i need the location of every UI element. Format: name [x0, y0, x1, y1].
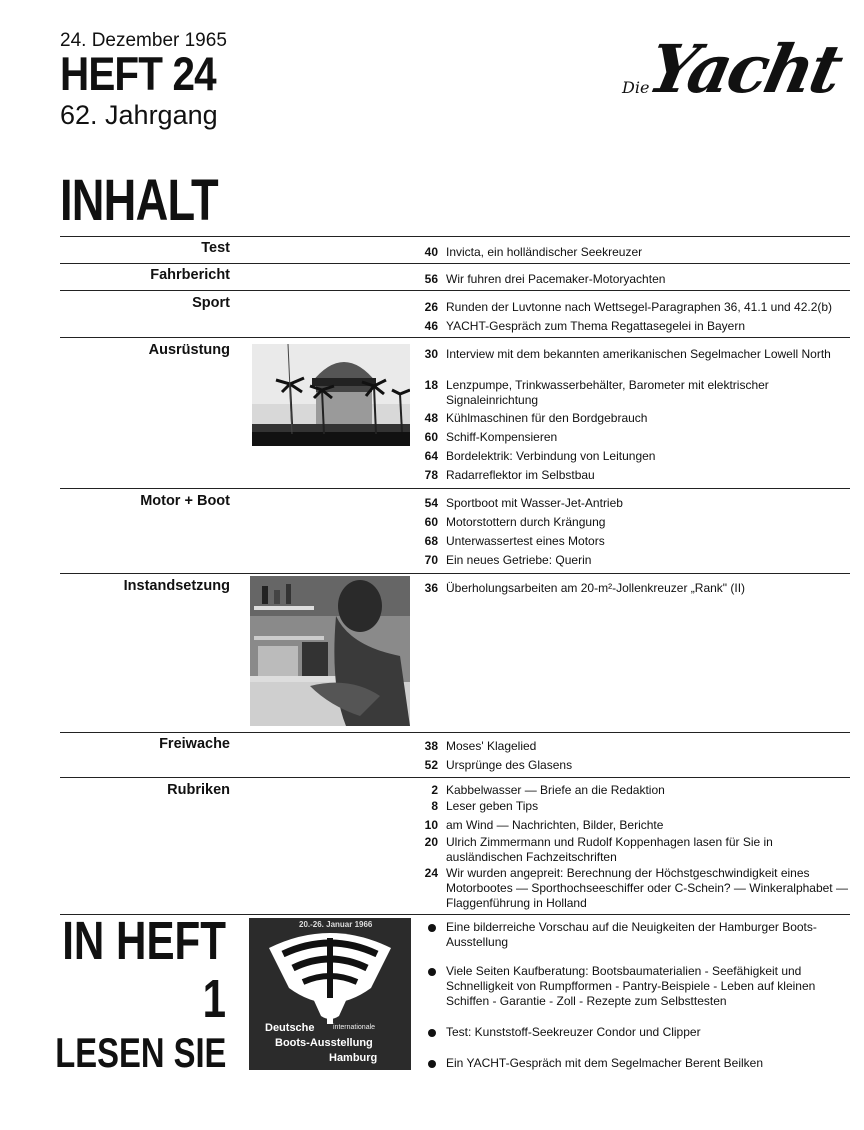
next-issue-heading-1: IN HEFT: [62, 911, 226, 971]
entry-title: Überholungsarbeiten am 20-m²-Jollenkreuzer „Rank" (II): [446, 581, 746, 595]
page-number: 2: [431, 783, 438, 797]
poster-line-a: Deutsche: [265, 1022, 315, 1034]
section-rule: [60, 290, 850, 291]
page-number: 54: [424, 496, 438, 510]
poster-dates: 20.-26. Januar 1966: [299, 920, 373, 929]
category-sport: Sport: [192, 295, 230, 311]
page-number: 18: [424, 378, 438, 392]
bullet-icon: [428, 968, 436, 976]
entry-title: Leser geben Tips: [446, 799, 539, 813]
category-motor-boot: Motor + Boot: [140, 493, 230, 509]
section-rule: [60, 236, 850, 237]
category-fahrbericht: Fahrbericht: [150, 267, 230, 283]
entry-title: Ursprünge des Glasens: [446, 758, 573, 772]
page-number: 8: [431, 799, 438, 813]
entry-title: Wir fuhren drei Pacemaker-Motoryachten: [446, 272, 666, 286]
bullet-icon: [428, 1029, 436, 1037]
photo-observatory: [252, 344, 410, 446]
page-number: 10: [424, 818, 438, 832]
page-number: 60: [424, 430, 438, 444]
entry-title: Sportboot mit Wasser-Jet-Antrieb: [446, 496, 623, 510]
section-rule: [60, 337, 850, 338]
page-number: 52: [424, 758, 438, 772]
issue-number: HEFT 24: [60, 47, 216, 100]
magazine-logo: [622, 30, 854, 120]
section-rule: [60, 263, 850, 264]
photo-workshop: [250, 576, 410, 726]
next-issue-number: 1: [202, 969, 226, 1029]
issue-date: 24. Dezember 1965: [60, 30, 227, 51]
section-rule: [60, 777, 850, 778]
category-freiwache: Freiwache: [159, 736, 230, 752]
entry-title: Ulrich Zimmermann und Rudolf Koppenhagen lasen für Sie in ausländischen Fachzeitschriften: [446, 835, 773, 864]
entry-title: Schiff-Kompensieren: [446, 430, 558, 444]
volume-year: 62. Jahrgang: [60, 100, 218, 130]
poster-line-b: internationale: [333, 1024, 376, 1031]
entry-title: YACHT-Gespräch zum Thema Regattasegelei in Bayern: [446, 319, 746, 333]
page-number: 30: [424, 347, 438, 361]
entry-title: Kabbelwasser — Briefe an die Redaktion: [446, 783, 665, 797]
page-number: 36: [424, 581, 438, 595]
boat-show-poster: [249, 918, 411, 1070]
poster-line-c: Boots-Ausstellung: [275, 1037, 373, 1049]
next-issue-item-text: Eine bilderreiche Vorschau auf die Neuigkeiten der Hamburger Boots-Ausstellung: [446, 920, 817, 949]
entry-title: Invicta, ein holländischer Seekreuzer: [446, 245, 643, 259]
logo-yacht: Yacht: [641, 30, 847, 108]
page-number: 46: [424, 319, 438, 333]
poster-line-d: Hamburg: [329, 1052, 378, 1064]
page-number: 56: [424, 272, 438, 286]
next-issue-heading-2: LESEN SIE: [54, 1029, 226, 1076]
category-ausruestung: Ausrüstung: [148, 342, 230, 358]
entry-title: Radarreflektor im Selbstbau: [446, 468, 595, 482]
page-number: 68: [424, 534, 438, 548]
observatory-photo-image: [252, 344, 410, 446]
next-issue-item-text: Viele Seiten Kaufberatung: Bootsbaumaterialien - Seefähigkeit und Schnelligkeit von Rumpfformen - Pantry-Beispiele - Leben auf kleinen Schiffen - Garantie - Zoll - Rezepte zum Selbsttesten: [446, 964, 816, 1008]
bullet-icon: [428, 1060, 436, 1068]
page-number: 78: [424, 468, 438, 482]
next-issue-item-text: Test: Kunststoff-Seekreuzer Condor und Clipper: [446, 1025, 701, 1039]
entry-title: Unterwassertest eines Motors: [446, 534, 605, 548]
page-number: 38: [424, 739, 438, 753]
section-rule: [60, 488, 850, 489]
page-number: 20: [424, 835, 438, 849]
category-rubriken: Rubriken: [167, 782, 230, 798]
entry-title: Lenzpumpe, Trinkwasserbehälter, Barometer mit elektrischer Signaleinrichtung: [446, 378, 769, 407]
page-number: 48: [424, 411, 438, 425]
entry-title: Bordelektrik: Verbindung von Leitungen: [446, 449, 656, 463]
page-number: 26: [424, 300, 438, 314]
toc-title: INHALT: [60, 168, 218, 233]
page-number: 40: [424, 245, 438, 259]
section-rule: [60, 732, 850, 733]
entry-title: Kühlmaschinen für den Bordgebrauch: [446, 411, 648, 425]
bullet-icon: [428, 924, 436, 932]
entry-title: Ein neues Getriebe: Querin: [446, 553, 592, 567]
next-issue-item-text: Ein YACHT-Gespräch mit dem Segelmacher Berent Beilken: [446, 1056, 764, 1070]
entry-title: Runden der Luvtonne nach Wettsegel-Paragraphen 36, 41.1 und 42.2(b): [446, 300, 833, 314]
entry-title: Motorstottern durch Krängung: [446, 515, 606, 529]
entry-title: Moses' Klagelied: [446, 739, 537, 753]
entry-title: Wir wurden angepreit: Berechnung der Höchstgeschwindigkeit eines Motorbootes — Sporthochseeschiffer oder C-Schein? — Winkeralphabet — Flaggenführung in Holland: [446, 866, 848, 910]
entry-title: Interview mit dem bekannten amerikanischen Segelmacher Lowell North: [446, 347, 831, 361]
page-number: 60: [424, 515, 438, 529]
page-number: 70: [424, 553, 438, 567]
page-number: 64: [424, 449, 438, 463]
entry-title: am Wind — Nachrichten, Bilder, Berichte: [446, 818, 664, 832]
category-test: Test: [201, 240, 230, 256]
category-instandsetzung: Instandsetzung: [123, 578, 230, 594]
section-rule: [60, 573, 850, 574]
workshop-photo-image: [250, 576, 410, 726]
page-number: 24: [424, 866, 438, 880]
logo-die: Die: [622, 78, 650, 97]
